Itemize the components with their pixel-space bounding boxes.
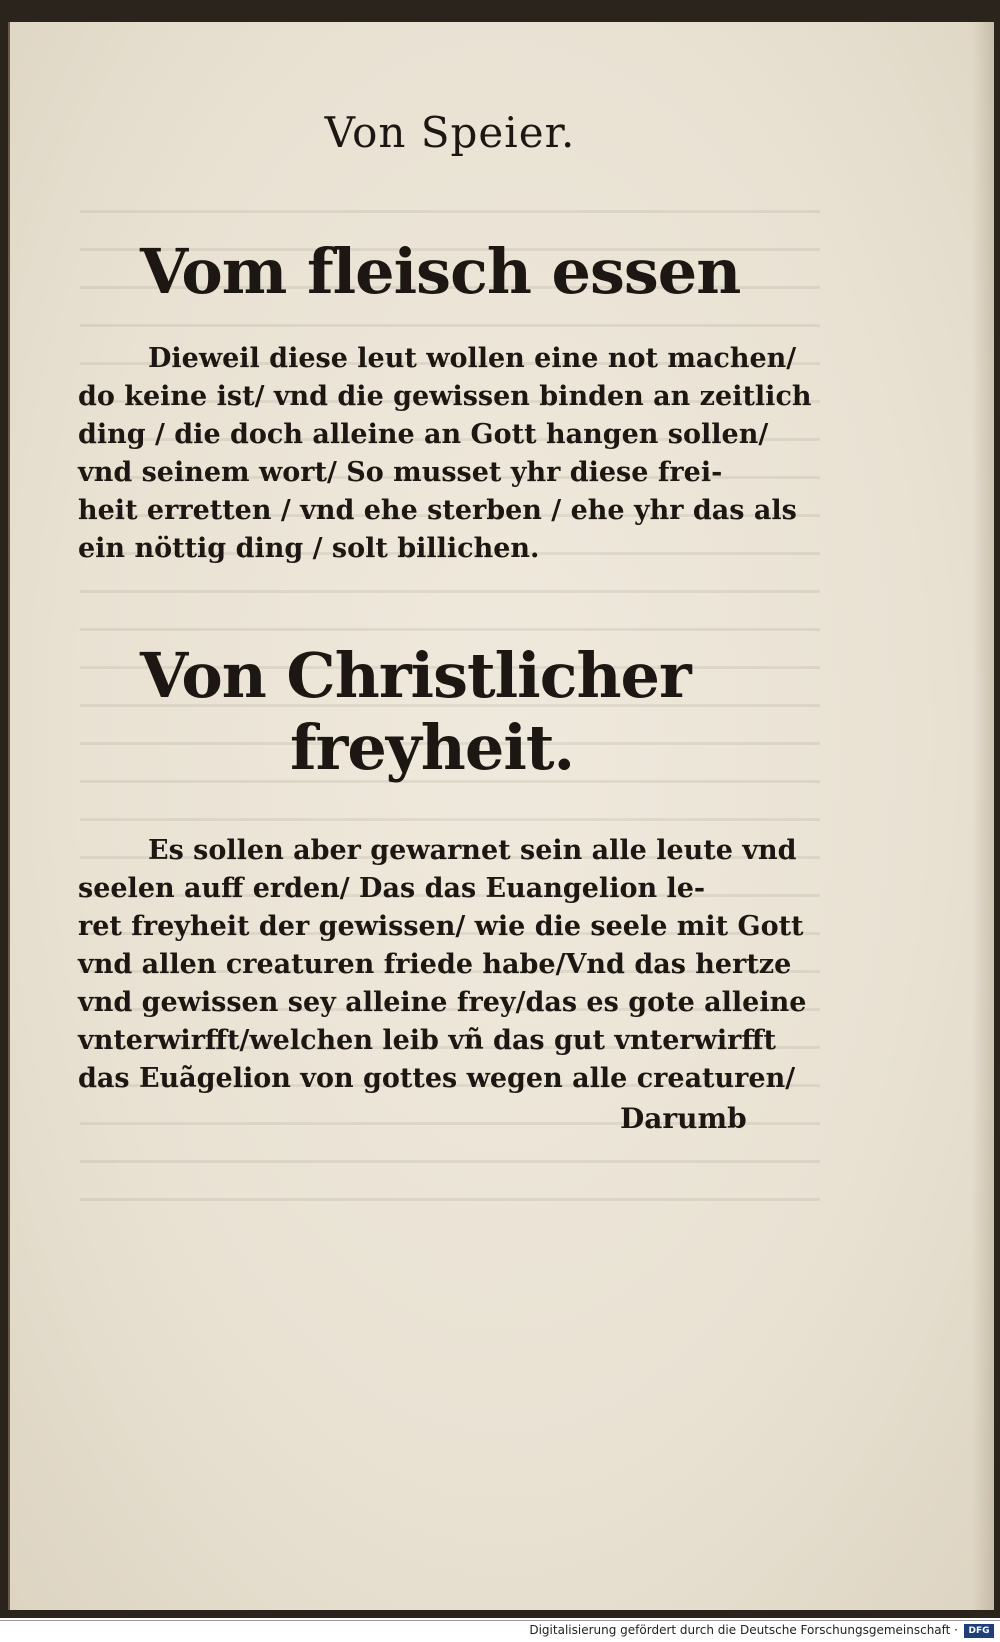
- text-line: Es sollen aber gewarnet sein alle leute vnd: [148, 835, 797, 866]
- text-line: vnterwirfft/welchen leib vñ das gut vnterwirfft: [78, 1025, 776, 1056]
- footer-bar: [0, 1620, 1000, 1642]
- heading-line: Von Christlicher: [140, 639, 691, 712]
- text-line: ret freyheit der gewissen/ wie die seele mit Gott: [78, 911, 804, 942]
- section-heading-freyheit: [140, 640, 740, 784]
- catchword: Darumb: [620, 1102, 747, 1135]
- dfg-logo: DFG: [964, 1624, 994, 1638]
- text-line: das Euãgelion von gottes wegen alle creaturen/: [78, 1063, 796, 1094]
- text-line: do keine ist/ vnd die gewissen binden an zeitlich: [78, 381, 812, 412]
- section-heading-fleisch: Vom fleisch essen: [140, 235, 741, 308]
- text-line: vnd allen creaturen friede habe/Vnd das hertze: [78, 949, 792, 980]
- page-edge-shadow: [972, 22, 994, 1610]
- heading-line: freyheit.: [290, 711, 575, 784]
- text-line: Dieweil diese leut wollen eine not machen/: [148, 343, 797, 374]
- text-line: vnd seinem wort/ So musset yhr diese frei-: [78, 457, 723, 488]
- text-line: vnd gewissen sey alleine frey/das es gote alleine: [78, 987, 807, 1018]
- paragraph-freyheit: [78, 832, 807, 1098]
- text-line: heit erretten / vnd ehe sterben / ehe yhr das als: [78, 495, 797, 526]
- text-line: ein nöttig ding / solt billichen.: [78, 533, 540, 564]
- text-line: ding / die doch alleine an Gott hangen sollen/: [78, 419, 769, 450]
- funding-credit: Digitalisierung gefördert durch die Deutsche Forschungsgemeinschaft ·: [529, 1623, 958, 1637]
- text-line: seelen auff erden/ Das das Euangelion le-: [78, 873, 706, 904]
- running-head: Von Speier.: [324, 108, 576, 157]
- paragraph-fleisch: [78, 340, 812, 568]
